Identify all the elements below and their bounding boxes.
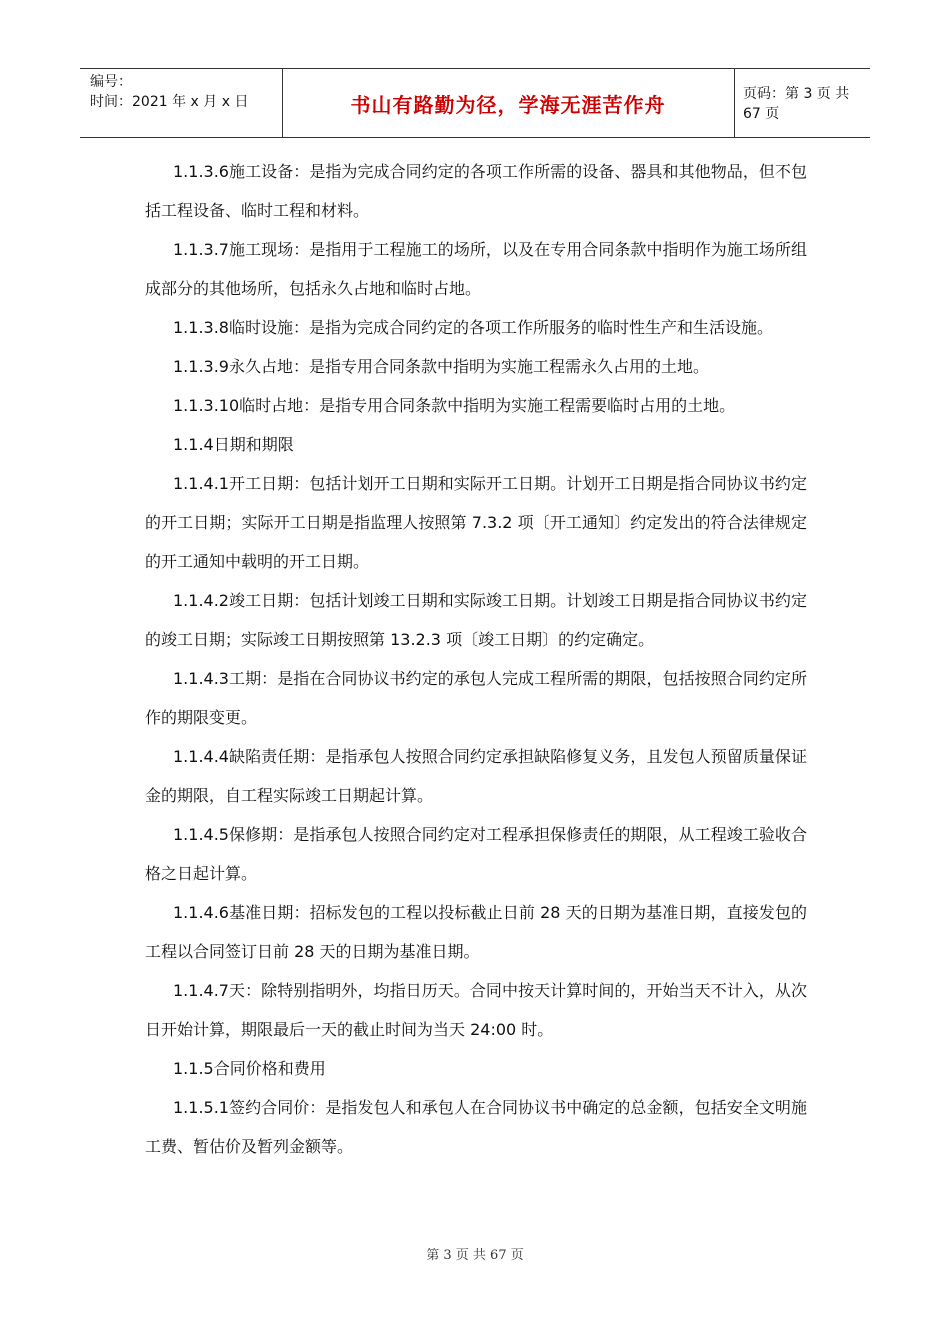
section-heading	[145, 1049, 807, 1088]
section-title: 合同价格和费用	[213, 1059, 326, 1078]
clause-number: 1.1.4.7	[173, 981, 229, 1000]
clause-number: 1.1.3.10	[173, 396, 240, 415]
clause-paragraph	[145, 152, 807, 230]
header-page-cell	[735, 69, 870, 137]
section-title: 日期和期限	[213, 435, 294, 454]
clause-number: 1.1.3.8	[173, 318, 229, 337]
clause-number: 1.1.4.6	[173, 903, 229, 922]
clause-number: 1.1.4.2	[173, 591, 229, 610]
section-number: 1.1.5	[173, 1059, 214, 1078]
clause-text: 永久占地：是指专用合同条款中指明为实施工程需永久占用的土地。	[228, 357, 709, 376]
clause-text: 天：除特别指明外，均指日历天。合同中按天计算时间的，开始当天不计入，从次日开始计算，期限最后一天的截止时间为当天 24:00 时。	[145, 981, 807, 1039]
clause-paragraph	[145, 308, 807, 347]
header-meta-cell	[80, 69, 283, 137]
clause-text: 临时设施：是指为完成合同约定的各项工作所服务的临时性生产和生活设施。	[228, 318, 773, 337]
clause-number: 1.1.5.1	[173, 1098, 229, 1117]
clause-number: 1.1.4.5	[173, 825, 229, 844]
clause-text: 竣工日期：包括计划竣工日期和实际竣工日期。计划竣工日期是指合同协议书约定的竣工日期；实际竣工日期按照第 13.2.3 项〔竣工日期〕的约定确定。	[145, 591, 807, 649]
clause-paragraph	[145, 659, 807, 737]
clause-text: 临时占地：是指专用合同条款中指明为实施工程需要临时占用的土地。	[239, 396, 736, 415]
document-number-label: 编号：	[90, 74, 132, 90]
clause-text: 基准日期：招标发包的工程以投标截止日前 28 天的日期为基准日期，直接发包的工程以合同签订日前 28 天的日期为基准日期。	[145, 903, 807, 961]
clause-paragraph	[145, 1088, 807, 1166]
section-heading	[145, 425, 807, 464]
clause-text: 签约合同价：是指发包人和承包人在合同协议书中确定的总金额，包括安全文明施工费、暂估价及暂列金额等。	[145, 1098, 807, 1156]
clause-number: 1.1.4.4	[173, 747, 229, 766]
page-footer: 第 3 页 共 67 页	[426, 1248, 524, 1263]
clause-number: 1.1.3.7	[173, 240, 229, 259]
section-number: 1.1.4	[173, 435, 214, 454]
clause-text: 缺陷责任期：是指承包人按照合同约定承担缺陷修复义务，且发包人预留质量保证金的期限，自工程实际竣工日期起计算。	[145, 747, 807, 805]
clause-paragraph	[145, 893, 807, 971]
document-body	[145, 152, 807, 1166]
clause-paragraph	[145, 464, 807, 581]
clause-text: 开工日期：包括计划开工日期和实际开工日期。计划开工日期是指合同协议书约定的开工日期；实际开工日期是指监理人按照第 7.3.2 项〔开工通知〕约定发出的符合法律规定的开工通知中载明的开工日期。	[145, 474, 807, 571]
header-motto-cell	[282, 69, 735, 137]
clause-paragraph	[145, 230, 807, 308]
clause-number: 1.1.3.6	[173, 162, 229, 181]
clause-paragraph	[145, 737, 807, 815]
clause-text: 施工现场：是指用于工程施工的场所，以及在专用合同条款中指明作为施工场所组成部分的其他场所，包括永久占地和临时占地。	[145, 240, 807, 298]
clause-paragraph	[145, 347, 807, 386]
clause-text: 施工设备：是指为完成合同约定的各项工作所需的设备、器具和其他物品，但不包括工程设备、临时工程和材料。	[145, 162, 807, 220]
clause-text: 保修期：是指承包人按照合同约定对工程承担保修责任的期限，从工程竣工验收合格之日起计算。	[145, 825, 807, 883]
header-page-info: 页码：第 3 页 共 67 页	[743, 86, 850, 122]
page-header	[80, 68, 870, 138]
clause-number: 1.1.4.3	[173, 669, 229, 688]
clause-paragraph	[145, 971, 807, 1049]
clause-number: 1.1.3.9	[173, 357, 229, 376]
clause-paragraph	[145, 386, 807, 425]
clause-text: 工期：是指在合同协议书约定的承包人完成工程所需的期限，包括按照合同约定所作的期限变更。	[145, 669, 807, 727]
clause-paragraph	[145, 815, 807, 893]
clause-number: 1.1.4.1	[173, 474, 229, 493]
clause-paragraph	[145, 581, 807, 659]
document-date-label: 时间：2021 年 x 月 x 日	[90, 94, 249, 110]
header-motto: 书山有路勤为径，学海无涯苦作舟	[350, 92, 666, 117]
